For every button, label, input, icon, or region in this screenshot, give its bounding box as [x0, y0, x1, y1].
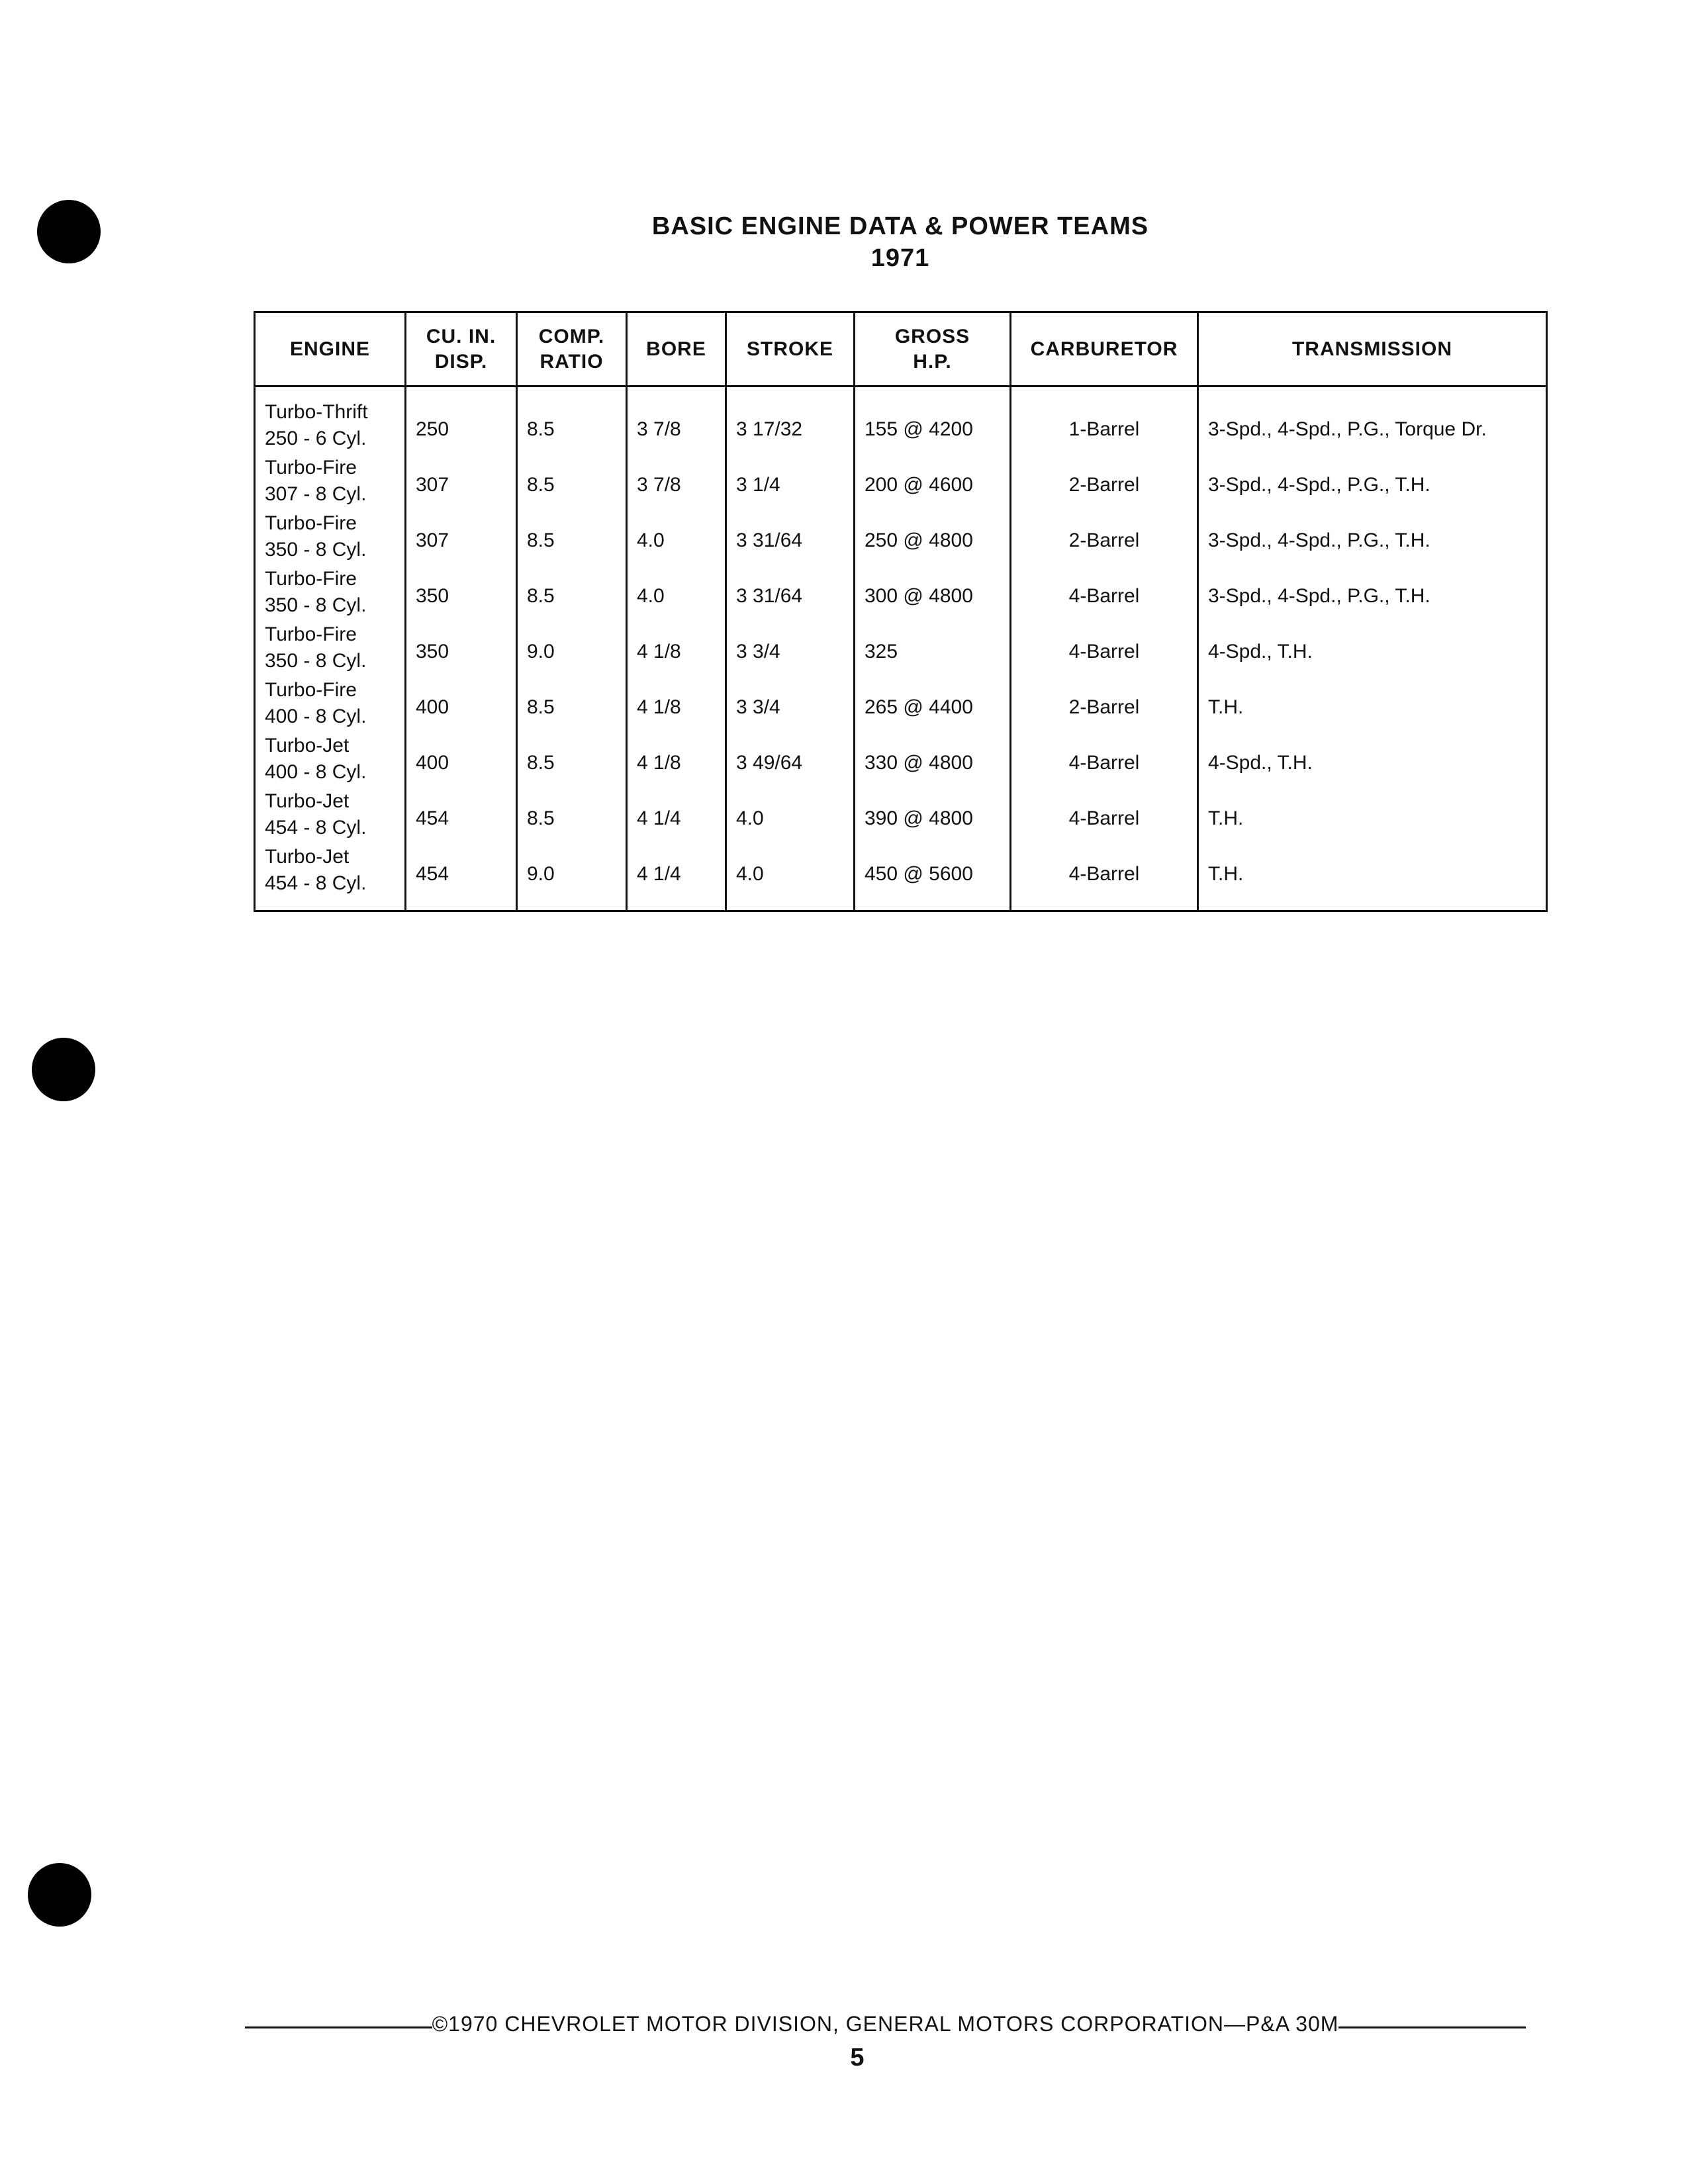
header-carburetor: CARBURETOR [1011, 312, 1198, 387]
cell-gross-hp: 330 @ 4800 [865, 752, 973, 774]
cell-gross-hp: 325 [865, 641, 898, 662]
cell-engine [255, 677, 406, 733]
cell-engine [255, 387, 406, 455]
cell-carburetor: 4-Barrel [1068, 585, 1140, 607]
footer-rule-right [1338, 2026, 1526, 2028]
engine-spec: 454 - 8 Cyl. [265, 872, 367, 894]
header-hp-line2: H.P. [913, 350, 952, 373]
cell-transmission: 3-Spd., 4-Spd., P.G., Torque Dr. [1208, 418, 1487, 440]
cell-ratio: 8.5 [527, 807, 555, 829]
copyright-notice: ©1970 CHEVROLET MOTOR DIVISION, GENERAL MOTORS CORPORATION—P&A 30M [432, 2012, 1339, 2036]
engine-name: Turbo-Jet [265, 790, 350, 812]
cell-engine [255, 621, 406, 677]
cell-stroke: 3 3/4 [736, 641, 780, 662]
cell-transmission: 4-Spd., T.H. [1208, 752, 1313, 774]
title-line-main: BASIC ENGINE DATA & POWER TEAMS [651, 212, 1149, 240]
cell-ratio: 8.5 [527, 474, 555, 496]
table-row [255, 677, 1547, 733]
cell-transmission: T.H. [1208, 863, 1244, 885]
binder-hole-middle [32, 1038, 95, 1101]
cell-carburetor: 4-Barrel [1068, 752, 1140, 774]
cell-bore: 4 1/8 [637, 641, 681, 662]
header-engine: ENGINE [255, 312, 406, 387]
header-displacement [406, 312, 517, 387]
cell-displacement: 400 [416, 752, 449, 774]
cell-bore: 4.0 [637, 585, 665, 607]
cell-gross-hp: 200 @ 4600 [865, 474, 973, 496]
cell-gross-hp: 450 @ 5600 [865, 863, 973, 885]
cell-bore: 4.0 [637, 529, 665, 551]
cell-transmission: 3-Spd., 4-Spd., P.G., T.H. [1208, 474, 1430, 496]
cell-carburetor: 4-Barrel [1068, 863, 1140, 885]
cell-engine [255, 788, 406, 844]
cell-stroke: 3 31/64 [736, 529, 803, 551]
header-displacement-line1: CU. IN. [426, 325, 496, 347]
engine-spec: 400 - 8 Cyl. [265, 705, 367, 727]
cell-engine [255, 566, 406, 621]
cell-displacement: 400 [416, 696, 449, 718]
footer [245, 2012, 1526, 2036]
table-row [255, 387, 1547, 455]
engine-name: Turbo-Thrift [265, 401, 368, 423]
cell-stroke: 3 1/4 [736, 474, 780, 496]
cell-gross-hp: 300 @ 4800 [865, 585, 973, 607]
cell-carburetor: 2-Barrel [1068, 529, 1140, 551]
cell-gross-hp: 250 @ 4800 [865, 529, 973, 551]
engine-spec: 350 - 8 Cyl. [265, 539, 367, 561]
table-header-row [255, 312, 1547, 387]
cell-carburetor: 1-Barrel [1068, 418, 1140, 440]
header-stroke: STROKE [726, 312, 855, 387]
engine-name: Turbo-Jet [265, 846, 350, 868]
engine-name: Turbo-Jet [265, 735, 350, 756]
cell-transmission: 4-Spd., T.H. [1208, 641, 1313, 662]
header-gross-hp [855, 312, 1011, 387]
engine-spec: 350 - 8 Cyl. [265, 594, 367, 616]
cell-engine [255, 733, 406, 788]
cell-transmission: 3-Spd., 4-Spd., P.G., T.H. [1208, 585, 1430, 607]
cell-bore: 4 1/4 [637, 807, 681, 829]
cell-stroke: 3 49/64 [736, 752, 803, 774]
cell-displacement: 454 [416, 807, 449, 829]
cell-bore: 3 7/8 [637, 418, 681, 440]
title-line-year: 1971 [870, 244, 930, 272]
page-title [0, 210, 1688, 274]
engine-name: Turbo-Fire [265, 623, 357, 645]
cell-carburetor: 4-Barrel [1068, 807, 1140, 829]
table-row [255, 788, 1547, 844]
cell-carburetor: 2-Barrel [1068, 696, 1140, 718]
cell-ratio: 9.0 [527, 641, 555, 662]
cell-displacement: 350 [416, 585, 449, 607]
cell-carburetor: 4-Barrel [1068, 641, 1140, 662]
table-row [255, 844, 1547, 911]
cell-stroke: 4.0 [736, 863, 764, 885]
header-hp-line1: GROSS [894, 325, 970, 347]
cell-displacement: 307 [416, 474, 449, 496]
header-displacement-line2: DISP. [434, 350, 488, 373]
cell-stroke: 4.0 [736, 807, 764, 829]
cell-ratio: 8.5 [527, 696, 555, 718]
engine-name: Turbo-Fire [265, 457, 357, 478]
engine-name: Turbo-Fire [265, 568, 357, 590]
cell-gross-hp: 265 @ 4400 [865, 696, 973, 718]
table-row [255, 733, 1547, 788]
cell-displacement: 350 [416, 641, 449, 662]
table-row [255, 510, 1547, 566]
engine-spec: 350 - 8 Cyl. [265, 650, 367, 672]
cell-bore: 4 1/8 [637, 696, 681, 718]
cell-ratio: 8.5 [527, 418, 555, 440]
cell-gross-hp: 155 @ 4200 [865, 418, 973, 440]
binder-hole-bottom [28, 1863, 91, 1927]
cell-displacement: 250 [416, 418, 449, 440]
header-ratio-line1: COMP. [538, 325, 605, 347]
cell-stroke: 3 17/32 [736, 418, 803, 440]
cell-engine [255, 844, 406, 911]
cell-bore: 4 1/4 [637, 863, 681, 885]
cell-bore: 4 1/8 [637, 752, 681, 774]
engine-spec: 250 - 6 Cyl. [265, 428, 367, 449]
cell-engine [255, 455, 406, 510]
cell-ratio: 8.5 [527, 529, 555, 551]
cell-transmission: 3-Spd., 4-Spd., P.G., T.H. [1208, 529, 1430, 551]
footer-rule-left [245, 2026, 432, 2028]
table-row [255, 566, 1547, 621]
cell-bore: 3 7/8 [637, 474, 681, 496]
header-ratio-line2: RATIO [539, 350, 604, 373]
cell-stroke: 3 31/64 [736, 585, 803, 607]
cell-transmission: T.H. [1208, 807, 1244, 829]
header-transmission: TRANSMISSION [1198, 312, 1547, 387]
cell-carburetor: 2-Barrel [1068, 474, 1140, 496]
cell-gross-hp: 390 @ 4800 [865, 807, 973, 829]
cell-engine [255, 510, 406, 566]
page-number: 5 [850, 2044, 865, 2071]
engine-name: Turbo-Fire [265, 679, 357, 701]
cell-ratio: 9.0 [527, 863, 555, 885]
header-compression-ratio [517, 312, 627, 387]
cell-ratio: 8.5 [527, 752, 555, 774]
header-bore: BORE [627, 312, 726, 387]
cell-transmission: T.H. [1208, 696, 1244, 718]
engine-name: Turbo-Fire [265, 512, 357, 534]
cell-stroke: 3 3/4 [736, 696, 780, 718]
engine-data-table [254, 311, 1548, 912]
cell-displacement: 454 [416, 863, 449, 885]
cell-ratio: 8.5 [527, 585, 555, 607]
engine-spec: 454 - 8 Cyl. [265, 817, 367, 839]
cell-displacement: 307 [416, 529, 449, 551]
engine-spec: 307 - 8 Cyl. [265, 483, 367, 505]
engine-spec: 400 - 8 Cyl. [265, 761, 367, 783]
table-row [255, 455, 1547, 510]
table-row [255, 621, 1547, 677]
